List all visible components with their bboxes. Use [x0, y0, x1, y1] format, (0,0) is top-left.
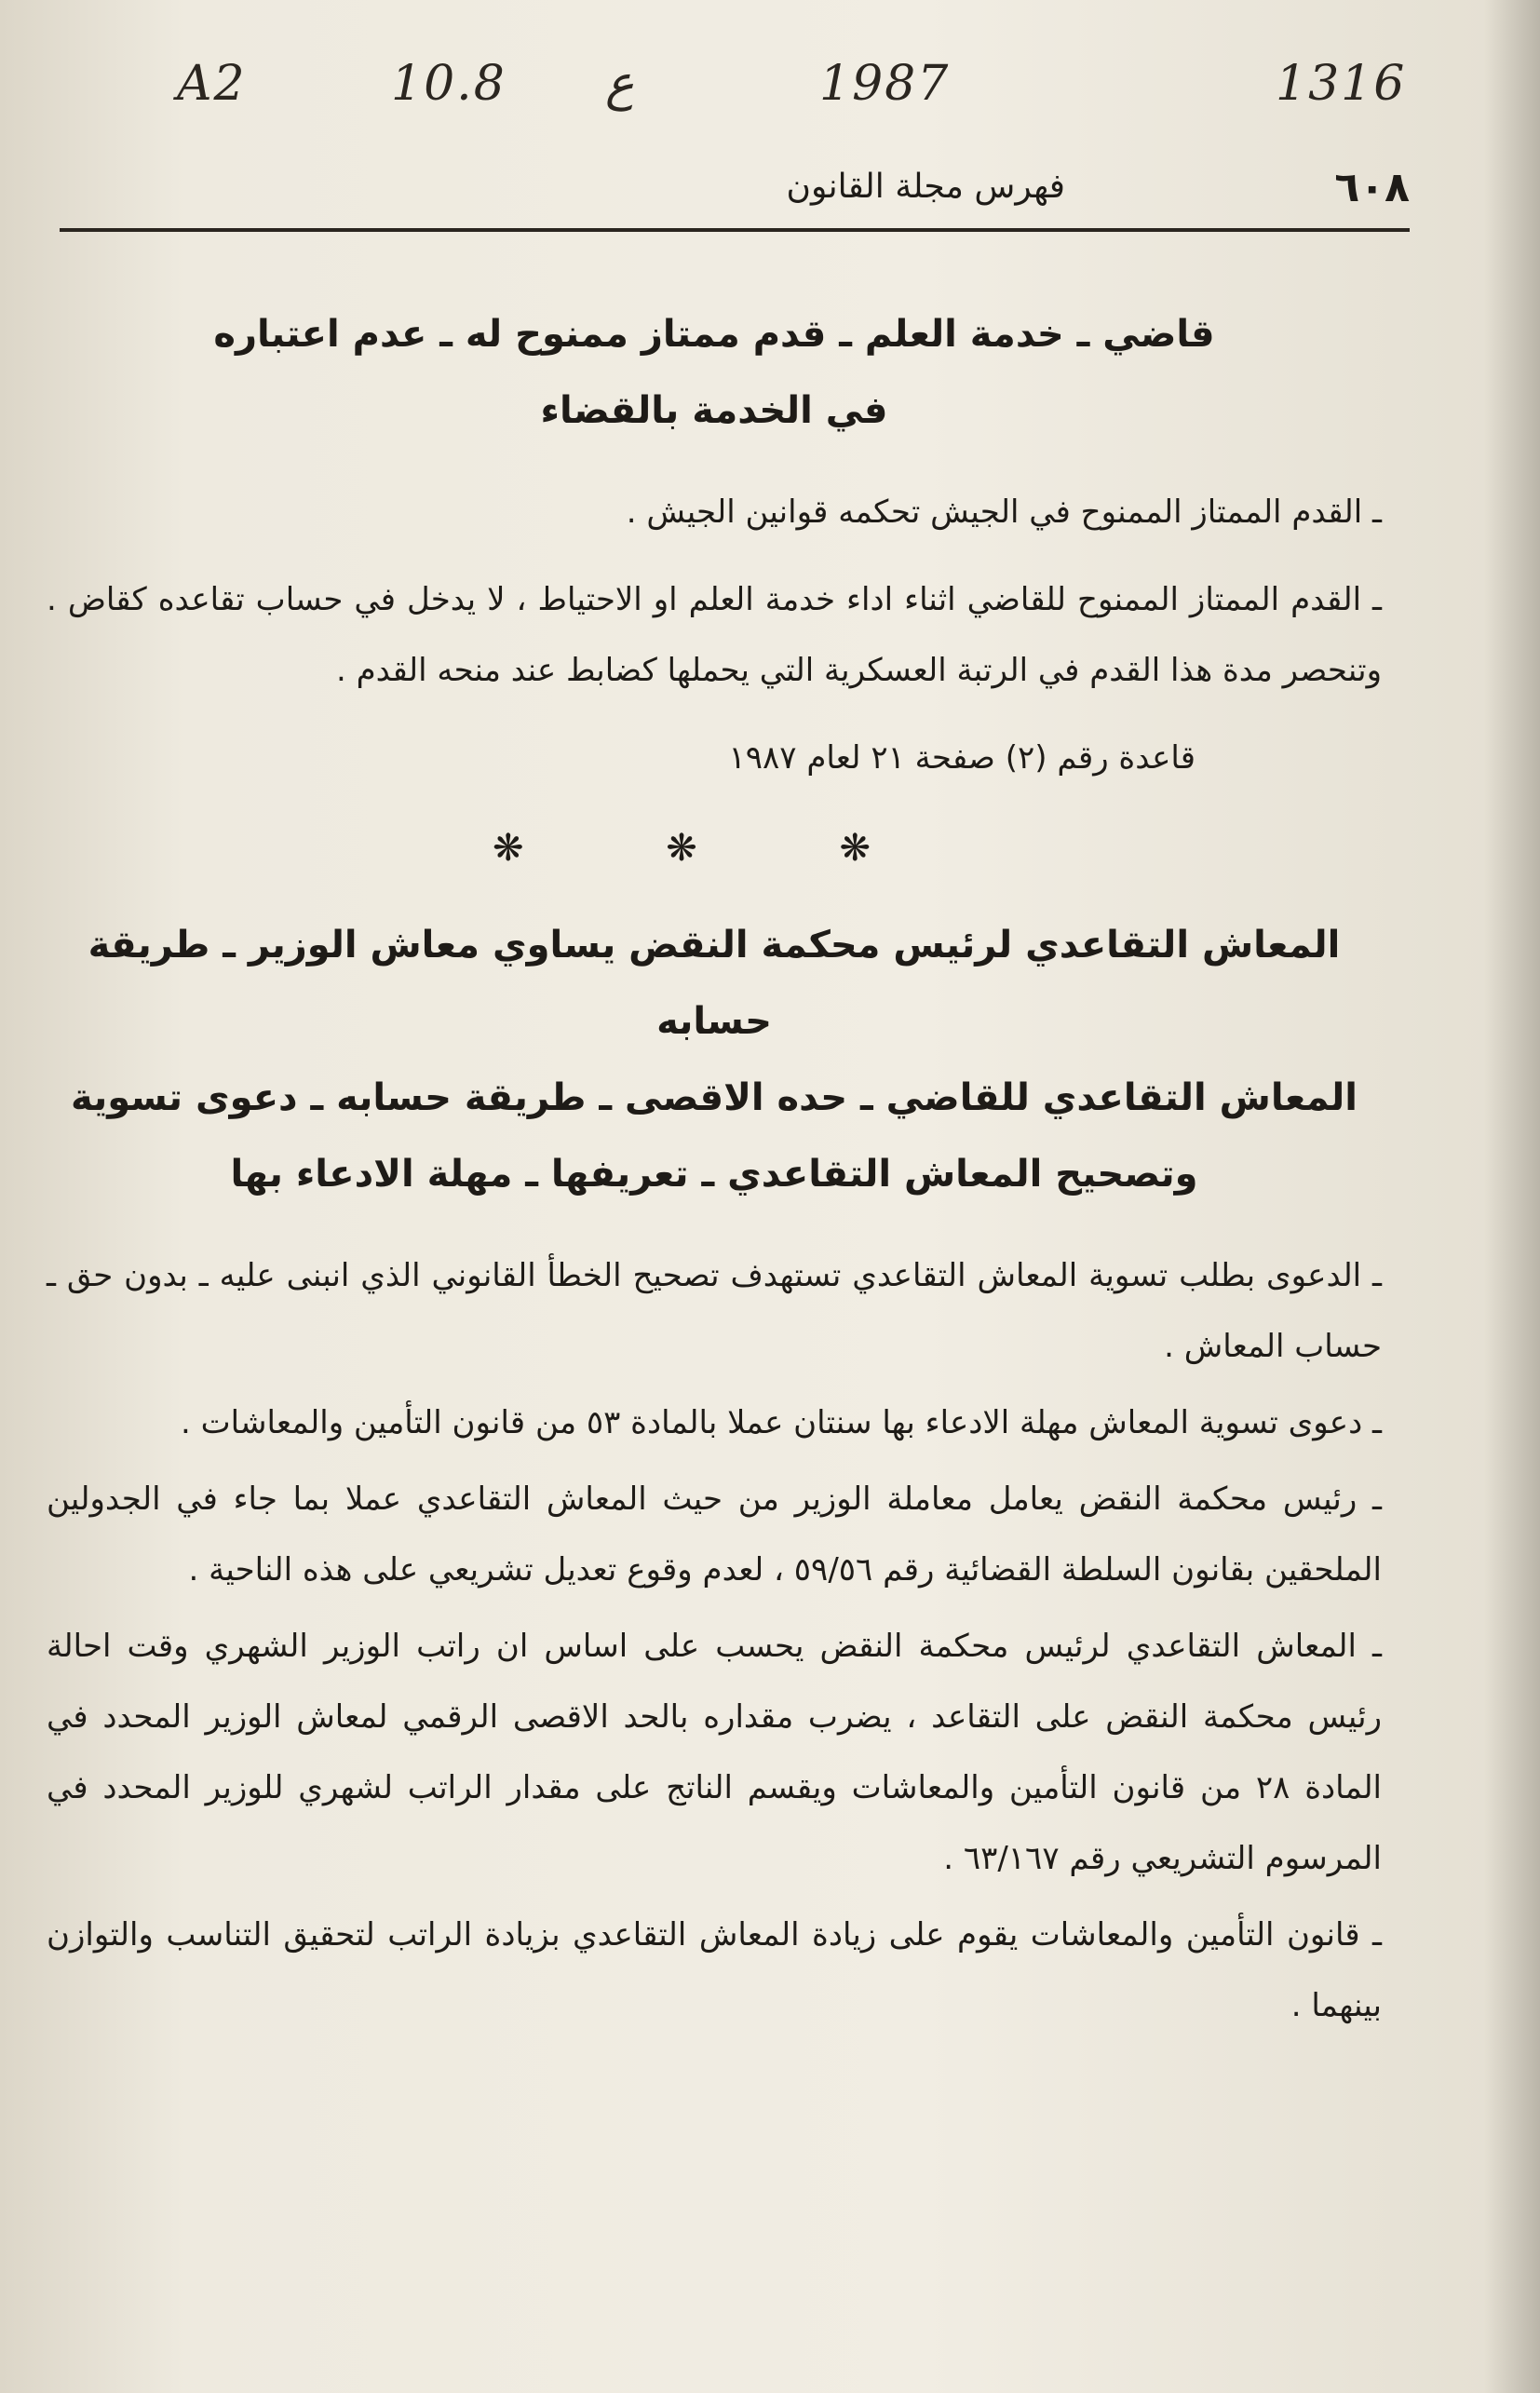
- section2-paragraph: ـ الدعوى بطلب تسوية المعاش التقاعدي تستهدف تصحيح الخطأ القانوني الذي انبنى عليه ـ بدون حق ـ حساب المعاش .: [47, 1257, 1382, 1365]
- section1-reference: قاعدة رقم (٢) صفحة ٢١ لعام ١٩٨٧: [728, 739, 1196, 777]
- section1-heading-line1: قاضي ـ خدمة العلم ـ قدم ممتاز ممنوح له ـ عدم اعتباره: [213, 313, 1215, 356]
- page-content: [47, 270, 1382, 2047]
- running-header: [60, 158, 1410, 233]
- section2-paragraph: ـ رئيس محكمة النقض يعامل معاملة الوزير من حيث المعاش التقاعدي عملا بما جاء في الجدولين الملحقين بقانون السلطة القضائية رقم ٥٩/٥٦ ، لعدم وقوع تعديل تشريعي على هذه الناحية .: [47, 1480, 1382, 1589]
- handwritten-year: 1987: [819, 56, 951, 112]
- section2-heading: [65, 907, 1363, 1212]
- section-separator: ❋ ❋ ❋: [493, 827, 936, 870]
- section1-heading: [65, 296, 1363, 449]
- section1-heading-line2: في الخدمة بالقضاء: [540, 389, 888, 432]
- header-title: فهرس مجلة القانون: [786, 168, 1065, 206]
- section1-paragraph: ـ القدم الممتاز الممنوح في الجيش تحكمه قوانين الجيش .: [626, 493, 1382, 531]
- handwritten-code: A2: [177, 56, 247, 112]
- section2-paragraph: ـ قانون التأمين والمعاشات يقوم على زيادة المعاش التقاعدي بزيادة الراتب لتحقيق التناسب والتوازن بينهما .: [47, 1916, 1382, 2024]
- handwritten-mark: ع: [605, 56, 635, 112]
- section2-heading-line1: المعاش التقاعدي لرئيس محكمة النقض يساوي معاش الوزير ـ طريقة حسابه: [88, 924, 1341, 1043]
- section2-paragraph: ـ دعوى تسوية المعاش مهلة الادعاء بها سنتان عملا بالمادة ٥٣ من قانون التأمين والمعاشات .: [181, 1404, 1382, 1441]
- book-spine-shadow: [1484, 0, 1540, 2393]
- section2-heading-line3: وتصحيح المعاش التقاعدي ـ تعريفها ـ مهلة الادعاء بها: [230, 1153, 1198, 1196]
- handwritten-date: 10.8: [391, 56, 507, 112]
- section1-paragraph: ـ القدم الممتاز الممنوح للقاضي اثناء اداء خدمة العلم او الاحتياط ، لا يدخل في حساب تقاعده كقاض . وتنحصر مدة هذا القدم في الرتبة العسكرية التي يحملها كضابط عند منحه القدم .: [47, 581, 1382, 689]
- section2-paragraph: ـ المعاش التقاعدي لرئيس محكمة النقض يحسب على اساس ان راتب الوزير الشهري وقت احالة رئيس محكمة النقض على التقاعد ، يضرب مقداره بالحد الاقصى الرقمي لمعاش الوزير المحدد في المادة ٢٨ من قانون التأمين والمعاشات ويقسم الناتج على مقدار الراتب لشهري للوزير المحدد في المرسوم التشريعي رقم ٦٣/١٦٧ .: [47, 1628, 1382, 1877]
- handwritten-number: 1316: [1276, 56, 1407, 112]
- page-number: ٦٠٨: [1334, 164, 1410, 211]
- section2-heading-line2: المعاش التقاعدي للقاضي ـ حده الاقصى ـ طريقة حسابه ـ دعوى تسوية: [70, 1076, 1358, 1119]
- header-rule: [60, 228, 1410, 232]
